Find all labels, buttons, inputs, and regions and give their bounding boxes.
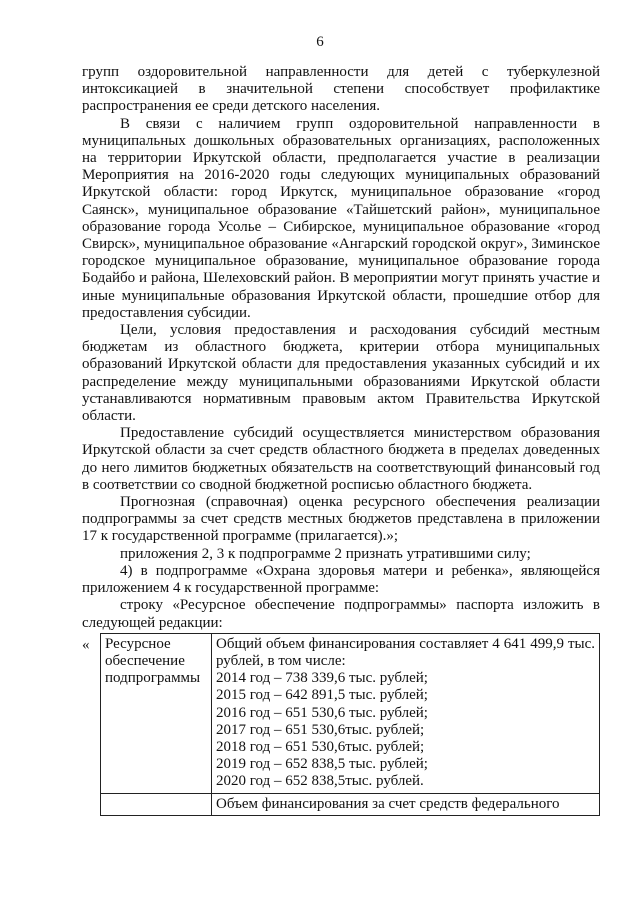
resource-table xyxy=(100,633,600,816)
paragraph-7: 4) в подпрограмме «Охрана здоровья матери и ребенка», являющейся приложением 4 к государственной программе: xyxy=(82,562,600,597)
document-body xyxy=(82,64,600,816)
value-line: 2016 год – 651 530,6 тыс. рублей; xyxy=(216,704,428,721)
resource-table-wrapper xyxy=(82,633,600,816)
value-line: 2014 год – 738 339,6 тыс. рублей; xyxy=(216,670,428,687)
page-number: 6 xyxy=(316,34,324,50)
paragraph-1: групп оздоровительной направленности для детей с туберкулезной интоксикацией в значительной степени способствует профилактике распространения ее среди детского населения. xyxy=(82,64,600,115)
value-line: Объем финансирования за счет средств федерального xyxy=(216,795,560,812)
open-quote: « xyxy=(82,636,90,653)
value-cell xyxy=(212,793,600,815)
paragraph-5: Прогнозная (справочная) оценка ресурсного обеспечения реализации подпрограммы за счет средств местных бюджетов представлена в приложении 17 к государственной программе (прилагается).»; xyxy=(82,494,600,545)
label-line: Ресурсное xyxy=(105,635,171,652)
value-cell xyxy=(212,633,600,793)
value-line: 2019 год – 652 838,5 тыс. рублей; xyxy=(216,756,428,773)
label-line: обеспечение xyxy=(105,652,185,669)
label-line: подпрограммы xyxy=(105,670,201,687)
label-cell xyxy=(101,633,212,793)
value-line: 2020 год – 652 838,5тыс. рублей. xyxy=(216,773,424,790)
value-line: 2018 год – 651 530,6тыс. рублей; xyxy=(216,738,425,755)
value-line: Общий объем финансирования составляет 4 641 499,9 тыс. рублей, в том числе: xyxy=(216,635,595,669)
paragraph-6: приложения 2, 3 к подпрограмме 2 признать утратившими силу; xyxy=(120,545,531,562)
label-cell-empty xyxy=(101,793,212,815)
value-line: 2015 год – 642 891,5 тыс. рублей; xyxy=(216,687,428,704)
paragraph-3: Цели, условия предоставления и расходования субсидий местным бюджетам из областного бюджета, критерии отбора муниципальных образований Иркутской области для предоставления указанных субсидий и их распределение между муниципальными образованиями Иркутской области устанавливаются нормативным правовым актом Правительства Иркутской области. xyxy=(82,322,600,425)
paragraph-8: строку «Ресурсное обеспечение подпрограммы» паспорта изложить в следующей редакции: xyxy=(82,597,600,631)
value-line: 2017 год – 651 530,6тыс. рублей; xyxy=(216,721,425,738)
paragraph-2: В связи с наличием групп оздоровительной направленности в муниципальных дошкольных образовательных организациях, расположенных на территории Иркутской области, предполагается участие в реализации Мероприятия на 2016-2020 годы следующих муниципальных образований Иркутской области: город Иркутск, муниципальное образование «город Саянск», муниципальное образование «Тайшетский район», муниципальное образование города Усолье – Сибирское, муниципальное образование «город Свирск», муниципальное образование «Ангарский городской округ», Зиминское городское муниципальное образование, муниципальное образование города Бодайбо и района, Шелеховский район. В мероприятии могут принять участие и иные муниципальные образования Иркутской области, прошедшие отбор для предоставления субсидии. xyxy=(82,115,600,321)
table-row xyxy=(101,793,600,815)
paragraph-4: Предоставление субсидий осуществляется министерством образования Иркутской области за счет средств областного бюджета в пределах доведенных до него лимитов бюджетных обязательств на соответствующий финансовый год в соответствии со сводной бюджетной росписью областного бюджета. xyxy=(82,425,600,493)
table-row xyxy=(101,633,600,793)
